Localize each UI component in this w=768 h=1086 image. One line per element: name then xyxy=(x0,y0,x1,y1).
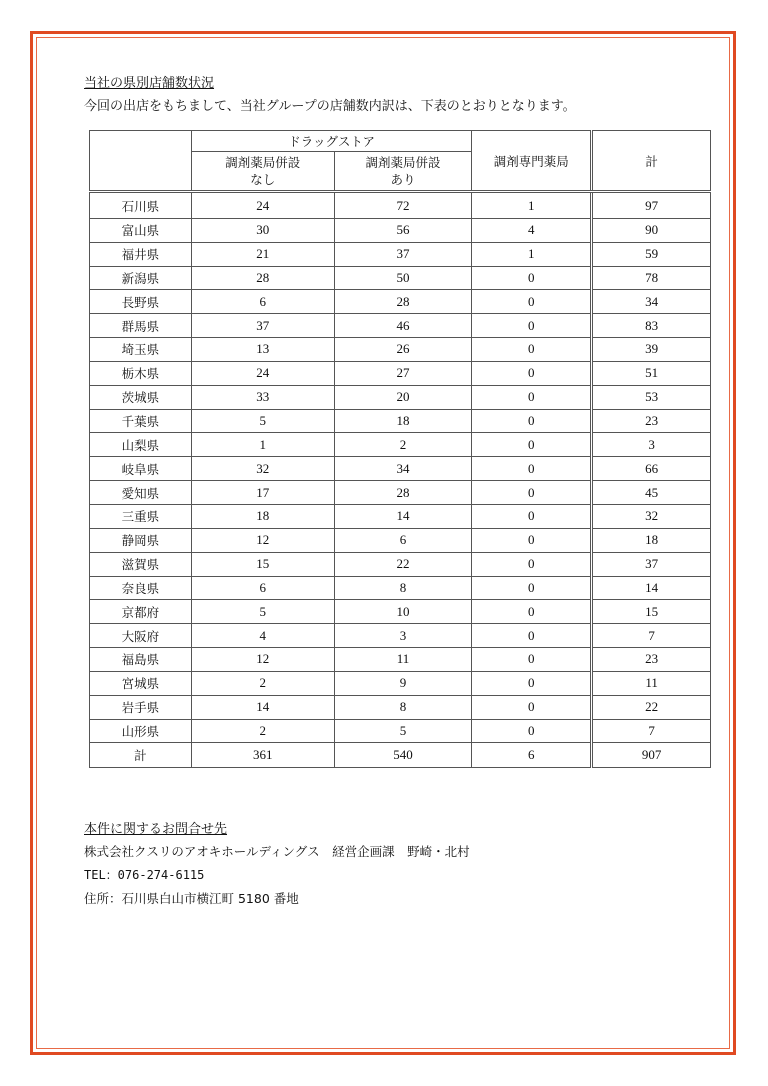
cell-heisetsu-ari: 28 xyxy=(334,481,472,505)
cell-prefecture: 京都府 xyxy=(90,600,192,624)
cell-total: 66 xyxy=(592,457,711,481)
section-title: 当社の県別店舗数状況 xyxy=(84,76,215,91)
cell-total: 15 xyxy=(592,600,711,624)
cell-heisetsu-ari: 37 xyxy=(334,242,472,266)
total-row xyxy=(90,743,711,768)
cell-chozai-senmon: 0 xyxy=(472,266,592,290)
cell-prefecture: 石川県 xyxy=(90,192,192,219)
cell-chozai-senmon: 0 xyxy=(472,719,592,743)
table-row xyxy=(90,481,711,505)
intro-text: 今回の出店をもちまして、当社グループの店舗数内訳は、下表のとおりとなります。 xyxy=(84,99,576,114)
cell-chozai-senmon: 0 xyxy=(472,457,592,481)
header-heisetsu-nashi-line2: なし xyxy=(250,172,276,187)
cell-prefecture: 福島県 xyxy=(90,648,192,672)
cell-prefecture: 栃木県 xyxy=(90,361,192,385)
cell-chozai-senmon: 0 xyxy=(472,361,592,385)
cell-chozai-senmon: 0 xyxy=(472,648,592,672)
cell-heisetsu-ari: 72 xyxy=(334,192,472,219)
cell-heisetsu-ari: 10 xyxy=(334,600,472,624)
cell-heisetsu-nashi: 24 xyxy=(191,192,334,219)
cell-heisetsu-nashi: 2 xyxy=(191,671,334,695)
cell-heisetsu-nashi: 32 xyxy=(191,457,334,481)
header-drugstore: ドラッグストア xyxy=(191,131,472,152)
cell-total: 90 xyxy=(592,218,711,242)
cell-total: 11 xyxy=(592,671,711,695)
cell-total: 3 xyxy=(592,433,711,457)
cell-heisetsu-nashi: 24 xyxy=(191,361,334,385)
cell-prefecture: 千葉県 xyxy=(90,409,192,433)
cell-heisetsu-nashi: 28 xyxy=(191,266,334,290)
total-label: 計 xyxy=(90,743,192,768)
cell-prefecture: 愛知県 xyxy=(90,481,192,505)
cell-chozai-senmon: 0 xyxy=(472,481,592,505)
cell-heisetsu-ari: 26 xyxy=(334,338,472,362)
cell-heisetsu-nashi: 33 xyxy=(191,385,334,409)
cell-heisetsu-nashi: 13 xyxy=(191,338,334,362)
table-row xyxy=(90,648,711,672)
cell-heisetsu-nashi: 30 xyxy=(191,218,334,242)
cell-total: 22 xyxy=(592,695,711,719)
cell-heisetsu-ari: 27 xyxy=(334,361,472,385)
cell-total: 14 xyxy=(592,576,711,600)
table-row xyxy=(90,192,711,219)
table-row xyxy=(90,218,711,242)
cell-prefecture: 奈良県 xyxy=(90,576,192,600)
cell-heisetsu-nashi: 21 xyxy=(191,242,334,266)
cell-prefecture: 山形県 xyxy=(90,719,192,743)
cell-total: 23 xyxy=(592,648,711,672)
cell-prefecture: 静岡県 xyxy=(90,528,192,552)
total-nashi: 361 xyxy=(191,743,334,768)
cell-chozai-senmon: 0 xyxy=(472,576,592,600)
table-row xyxy=(90,504,711,528)
header-heisetsu-ari-line1: 調剤薬局併設 xyxy=(365,155,441,170)
cell-heisetsu-ari: 8 xyxy=(334,695,472,719)
cell-chozai-senmon: 0 xyxy=(472,671,592,695)
cell-chozai-senmon: 0 xyxy=(472,338,592,362)
cell-heisetsu-nashi: 5 xyxy=(191,409,334,433)
cell-total: 83 xyxy=(592,314,711,338)
cell-heisetsu-ari: 9 xyxy=(334,671,472,695)
cell-heisetsu-nashi: 4 xyxy=(191,624,334,648)
cell-prefecture: 新潟県 xyxy=(90,266,192,290)
cell-total: 18 xyxy=(592,528,711,552)
cell-heisetsu-ari: 6 xyxy=(334,528,472,552)
cell-total: 34 xyxy=(592,290,711,314)
header-heisetsu-nashi xyxy=(191,152,334,192)
cell-heisetsu-nashi: 1 xyxy=(191,433,334,457)
cell-prefecture: 福井県 xyxy=(90,242,192,266)
contact-address: 住所：石川県白山市横江町 5180 番地 xyxy=(84,891,299,906)
cell-prefecture: 富山県 xyxy=(90,218,192,242)
cell-prefecture: 埼玉県 xyxy=(90,338,192,362)
total-senmon: 6 xyxy=(472,743,592,768)
cell-total: 51 xyxy=(592,361,711,385)
table-row xyxy=(90,290,711,314)
cell-heisetsu-nashi: 6 xyxy=(191,290,334,314)
cell-chozai-senmon: 0 xyxy=(472,600,592,624)
cell-heisetsu-ari: 11 xyxy=(334,648,472,672)
cell-heisetsu-ari: 50 xyxy=(334,266,472,290)
cell-heisetsu-nashi: 18 xyxy=(191,504,334,528)
cell-chozai-senmon: 0 xyxy=(472,385,592,409)
table-row xyxy=(90,552,711,576)
cell-chozai-senmon: 0 xyxy=(472,504,592,528)
cell-heisetsu-ari: 8 xyxy=(334,576,472,600)
cell-heisetsu-ari: 14 xyxy=(334,504,472,528)
cell-chozai-senmon: 1 xyxy=(472,192,592,219)
table-row xyxy=(90,671,711,695)
cell-heisetsu-ari: 46 xyxy=(334,314,472,338)
header-heisetsu-nashi-line1: 調剤薬局併設 xyxy=(225,155,301,170)
cell-total: 32 xyxy=(592,504,711,528)
contact-tel: TEL：076-274-6115 xyxy=(84,868,205,882)
table-row xyxy=(90,433,711,457)
table-row xyxy=(90,314,711,338)
cell-heisetsu-nashi: 37 xyxy=(191,314,334,338)
cell-heisetsu-nashi: 17 xyxy=(191,481,334,505)
cell-chozai-senmon: 0 xyxy=(472,409,592,433)
table-row xyxy=(90,719,711,743)
cell-chozai-senmon: 0 xyxy=(472,552,592,576)
cell-total: 59 xyxy=(592,242,711,266)
cell-heisetsu-ari: 22 xyxy=(334,552,472,576)
header-heisetsu-ari xyxy=(334,152,472,192)
table-row xyxy=(90,528,711,552)
cell-total: 7 xyxy=(592,719,711,743)
cell-chozai-senmon: 0 xyxy=(472,624,592,648)
table-row xyxy=(90,266,711,290)
cell-heisetsu-ari: 2 xyxy=(334,433,472,457)
cell-heisetsu-nashi: 12 xyxy=(191,528,334,552)
cell-heisetsu-ari: 3 xyxy=(334,624,472,648)
cell-chozai-senmon: 0 xyxy=(472,290,592,314)
total-total: 907 xyxy=(592,743,711,768)
cell-prefecture: 岩手県 xyxy=(90,695,192,719)
cell-total: 39 xyxy=(592,338,711,362)
cell-heisetsu-ari: 18 xyxy=(334,409,472,433)
cell-heisetsu-nashi: 5 xyxy=(191,600,334,624)
cell-total: 23 xyxy=(592,409,711,433)
header-blank xyxy=(90,131,192,192)
cell-total: 37 xyxy=(592,552,711,576)
cell-heisetsu-ari: 28 xyxy=(334,290,472,314)
table-row xyxy=(90,409,711,433)
cell-heisetsu-ari: 34 xyxy=(334,457,472,481)
cell-chozai-senmon: 0 xyxy=(472,695,592,719)
total-ari: 540 xyxy=(334,743,472,768)
cell-prefecture: 滋賀県 xyxy=(90,552,192,576)
cell-heisetsu-ari: 20 xyxy=(334,385,472,409)
table-row xyxy=(90,576,711,600)
cell-chozai-senmon: 0 xyxy=(472,314,592,338)
table-row xyxy=(90,385,711,409)
table-row xyxy=(90,338,711,362)
header-chozai-senmon: 調剤専門薬局 xyxy=(472,131,592,192)
contact-title: 本件に関するお問合せ先 xyxy=(84,822,228,837)
cell-prefecture: 長野県 xyxy=(90,290,192,314)
cell-heisetsu-nashi: 6 xyxy=(191,576,334,600)
cell-prefecture: 岐阜県 xyxy=(90,457,192,481)
cell-total: 97 xyxy=(592,192,711,219)
cell-heisetsu-nashi: 14 xyxy=(191,695,334,719)
cell-heisetsu-ari: 5 xyxy=(334,719,472,743)
cell-total: 7 xyxy=(592,624,711,648)
table-row xyxy=(90,242,711,266)
cell-prefecture: 大阪府 xyxy=(90,624,192,648)
cell-chozai-senmon: 0 xyxy=(472,528,592,552)
cell-total: 45 xyxy=(592,481,711,505)
cell-chozai-senmon: 1 xyxy=(472,242,592,266)
cell-prefecture: 宮城県 xyxy=(90,671,192,695)
cell-chozai-senmon: 4 xyxy=(472,218,592,242)
cell-prefecture: 三重県 xyxy=(90,504,192,528)
cell-prefecture: 山梨県 xyxy=(90,433,192,457)
contact-company: 株式会社クスリのアオキホールディングス 経営企画課 野崎・北村 xyxy=(84,844,470,859)
cell-total: 78 xyxy=(592,266,711,290)
cell-prefecture: 群馬県 xyxy=(90,314,192,338)
cell-total: 53 xyxy=(592,385,711,409)
cell-heisetsu-nashi: 2 xyxy=(191,719,334,743)
table-row xyxy=(90,457,711,481)
header-total: 計 xyxy=(592,131,711,192)
table-row xyxy=(90,695,711,719)
store-count-table xyxy=(89,130,711,768)
cell-chozai-senmon: 0 xyxy=(472,433,592,457)
table-body xyxy=(90,192,711,743)
cell-heisetsu-nashi: 12 xyxy=(191,648,334,672)
cell-prefecture: 茨城県 xyxy=(90,385,192,409)
cell-heisetsu-ari: 56 xyxy=(334,218,472,242)
header-heisetsu-ari-line2: あり xyxy=(390,172,416,187)
table-row xyxy=(90,600,711,624)
table-row xyxy=(90,624,711,648)
table-row xyxy=(90,361,711,385)
cell-heisetsu-nashi: 15 xyxy=(191,552,334,576)
